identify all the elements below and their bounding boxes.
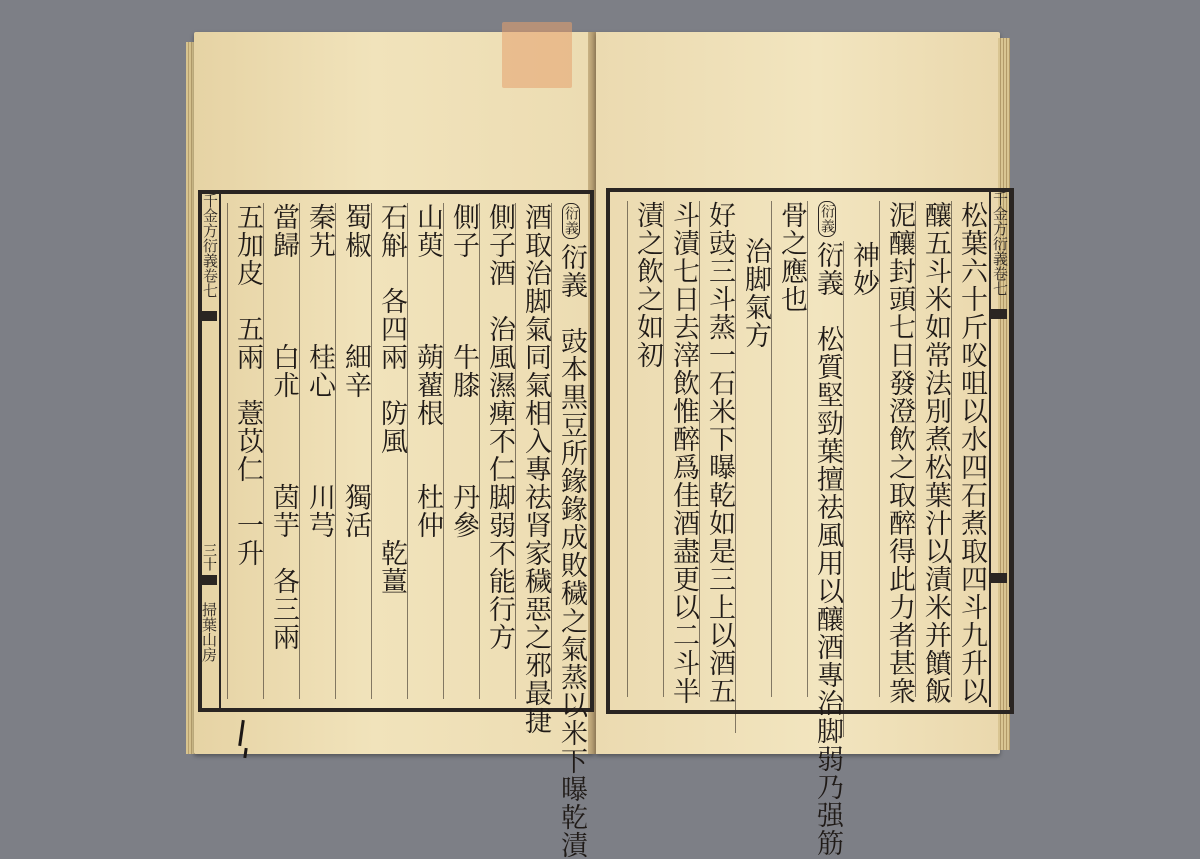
text-column: 五加皮 五兩 薏苡仁 一升 xyxy=(227,203,266,699)
fishtail-mark xyxy=(989,573,1007,583)
banxin-title: 千金方衍義卷七 xyxy=(201,193,219,298)
text-column: 蜀椒 細辛 獨活 xyxy=(335,203,374,699)
fishtail-mark xyxy=(199,575,217,585)
text-column: 衍義衍義 豉本黒豆所䤸䤸成敗穢之氣蒸以米下曝乾漬 xyxy=(551,203,590,699)
text-column: 酒取治脚氣同氣相入專祛肾家穢惡之邪最捷 xyxy=(515,203,554,699)
banxin-title: 千金方衍義卷七 xyxy=(991,191,1009,296)
left-text-frame xyxy=(198,190,594,859)
text-column: 治脚氣方 xyxy=(735,237,774,733)
annotation-marker: 衍義 xyxy=(818,201,836,237)
fishtail-mark xyxy=(199,311,217,321)
text-column: 釀五斗米如常法別煮松葉汁以漬米并饙飯 xyxy=(915,201,954,697)
text-column: 側子酒 治風濕痺不仁脚弱不能行方 xyxy=(479,203,518,699)
text-column: 石斛 各四兩 防風 乾薑 xyxy=(371,203,410,699)
text-column: 好豉三斗蒸一石米下曝乾如是三上以酒五 xyxy=(699,201,738,697)
fishtail-mark xyxy=(989,309,1007,319)
text-column: 山萸 蒴藋根 杜仲 xyxy=(407,203,446,699)
text-column: 漬之飲之如初 xyxy=(627,201,666,697)
text-column: 斗漬七日去滓飲惟醉爲佳酒盡更以二斗半 xyxy=(663,201,702,697)
banxin-page-number: 三十 xyxy=(201,543,217,571)
text-column: 當歸 白朮 茵芋 各三兩 xyxy=(263,203,302,699)
right-text-frame xyxy=(606,188,1014,857)
text-column: 泥釀封頭七日發澄飲之取醉得此力者甚衆 xyxy=(879,201,918,697)
text-column: 秦艽 桂心 川芎 xyxy=(299,203,338,699)
text-column: 神妙 xyxy=(843,241,882,737)
text-column: 衍義衍義 松質堅勁葉擅祛風用以釀酒專治脚弱乃强筋 xyxy=(807,201,846,697)
text-column: 松葉六十斤㕮咀以水四石煮取四斗九升以 xyxy=(951,201,990,697)
open-book xyxy=(186,32,1018,859)
library-seal xyxy=(502,22,572,88)
text-column: 側子 牛膝 丹參 xyxy=(443,203,482,699)
annotation-marker: 衍義 xyxy=(562,203,580,239)
publisher-imprint: 掃葉山房 xyxy=(200,602,218,662)
right-banxin xyxy=(989,191,1011,707)
text-column: 骨之應也 xyxy=(771,201,810,697)
